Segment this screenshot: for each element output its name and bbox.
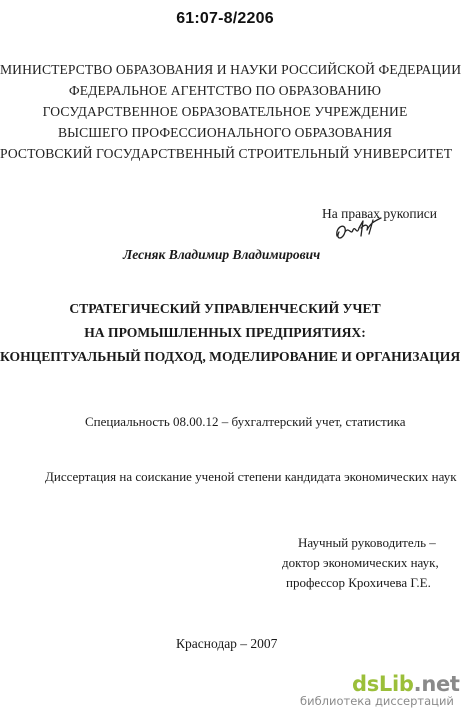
ministry-line-1: МИНИСТЕРСТВО ОБРАЗОВАНИЯ И НАУКИ РОССИЙСКОЙ ФЕДЕРАЦИИ [0,62,461,77]
supervisor-line-1: Научный руководитель – [298,535,436,550]
ministry-line-4: ВЫСШЕГО ПРОФЕССИОНАЛЬНОГО ОБРАЗОВАНИЯ [57,125,393,140]
city-year: Краснодар – 2007 [176,636,278,651]
handwritten-signature [333,216,383,246]
watermark-tagline: библиотека диссертаций [300,694,454,708]
watermark-logo-part2: .net [413,672,460,696]
ministry-line-3: ГОСУДАРСТВЕННОЕ ОБРАЗОВАТЕЛЬНОЕ УЧРЕЖДЕНИЕ [42,104,408,119]
ministry-line-5: РОСТОВСКИЙ ГОСУДАРСТВЕННЫЙ СТРОИТЕЛЬНЫЙ УНИВЕРСИТЕТ [0,146,453,161]
title-line-2: НА ПРОМЫШЛЕННЫХ ПРЕДПРИЯТИЯХ: [84,325,366,340]
archive-stamp: 61:07-8/2206 [176,10,274,27]
watermark-logo-part1: dsLib [352,672,414,696]
thesis-note: Диссертация на соискание ученой степени кандидата экономических наук [45,469,457,484]
ministry-line-2: ФЕДЕРАЛЬНОЕ АГЕНТСТВО ПО ОБРАЗОВАНИЮ [68,83,382,98]
title-line-3: КОНЦЕПТУАЛЬНЫЙ ПОДХОД, МОДЕЛИРОВАНИЕ И ОРГАНИЗАЦИЯ [0,349,461,364]
supervisor-line-3: профессор Крохичева Г.Е. [286,575,431,590]
supervisor-line-2: доктор экономических наук, [282,555,439,570]
author-name: Лесняк Владимир Владимирович [123,247,321,262]
watermark-logo [352,672,460,696]
specialty-line: Специальность 08.00.12 – бухгалтерский учет, статистика [85,414,406,429]
title-line-1: СТРАТЕГИЧЕСКИЙ УПРАВЛЕНЧЕСКИЙ УЧЕТ [69,301,381,316]
rights-note: На правах рукописи [322,206,438,221]
